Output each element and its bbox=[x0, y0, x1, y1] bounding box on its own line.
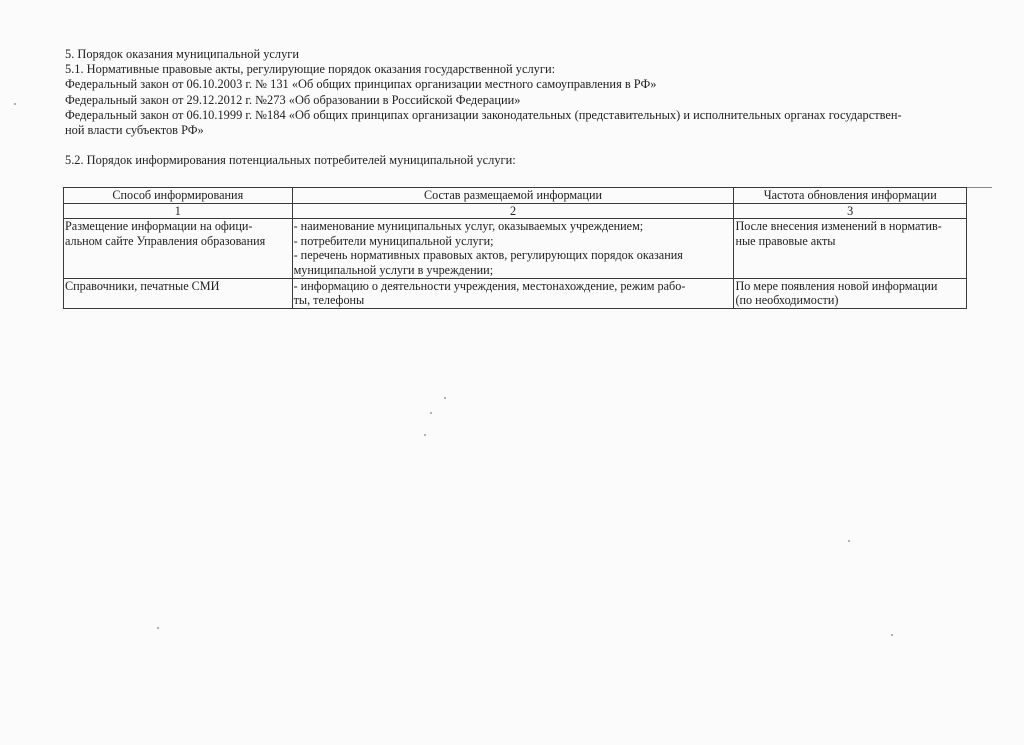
table-number-row bbox=[64, 203, 967, 219]
table-top-rule-extension bbox=[967, 187, 992, 188]
scan-speck bbox=[444, 397, 446, 399]
subsection-5-1-heading: 5.1. Нормативные правовые акты, регулирующие порядок оказания государственной услуги: bbox=[65, 62, 556, 77]
section-heading: 5. Порядок оказания муниципальной услуги bbox=[65, 47, 300, 61]
header-frequency: Частота обновления информации bbox=[734, 188, 967, 204]
law-item: Федеральный закон от 06.10.1999 г. №184 «Об общих принципах организации законодательных (представительных) и исполнительных органах государствен- bbox=[65, 107, 902, 122]
cell-line: После внесения изменений в норматив- bbox=[735, 219, 942, 234]
table-row bbox=[64, 278, 967, 308]
header-method: Способ информирования bbox=[64, 188, 293, 204]
cell-method bbox=[64, 278, 293, 308]
cell-line: Справочники, печатные СМИ bbox=[65, 278, 220, 293]
cell-line: - наименование муниципальных услуг, оказываемых учреждением; bbox=[293, 219, 644, 234]
cell-line: - перечень нормативных правовых актов, регулирующих порядок оказания bbox=[293, 248, 683, 263]
cell-content bbox=[292, 278, 734, 308]
subsection-5-2-heading: 5.2. Порядок информирования потенциальных потребителей муниципальной услуги: bbox=[65, 153, 516, 168]
header-content: Состав размещаемой информации bbox=[292, 188, 734, 204]
cell-line: муниципальной услуги в учреждении; bbox=[293, 262, 494, 277]
table-row bbox=[64, 219, 967, 278]
cell-line: (по необходимости) bbox=[735, 293, 839, 308]
column-number: 2 bbox=[292, 203, 734, 219]
scan-speck bbox=[430, 412, 432, 414]
cell-line: Размещение информации на офици- bbox=[65, 219, 253, 234]
cell-line: - потребители муниципальной услуги; bbox=[293, 233, 494, 248]
column-number: 1 bbox=[64, 203, 293, 219]
cell-line: ты, телефоны bbox=[293, 293, 365, 308]
cell-line: ные правовые акты bbox=[735, 233, 836, 248]
scan-speck bbox=[891, 634, 893, 636]
cell-line: - информацию о деятельности учреждения, местонахождение, режим рабо- bbox=[293, 278, 686, 293]
law-item: Федеральный закон от 06.10.2003 г. № 131 «Об общих принципах организации местного самоуправления в РФ» bbox=[65, 77, 657, 92]
cell-line: По мере появления новой информации bbox=[735, 278, 938, 293]
cell-frequency bbox=[734, 219, 967, 278]
section-text bbox=[65, 47, 990, 168]
law-item-continuation: ной власти субъектов РФ» bbox=[65, 123, 204, 138]
cell-frequency bbox=[734, 278, 967, 308]
scan-speck bbox=[424, 434, 426, 436]
table-header-row bbox=[64, 188, 967, 204]
cell-line: альном сайте Управления образования bbox=[65, 233, 266, 248]
scan-speck bbox=[157, 627, 159, 629]
scan-speck bbox=[14, 103, 16, 105]
law-item: Федеральный закон от 29.12.2012 г. №273 «Об образовании в Российской Федерации» bbox=[65, 92, 521, 107]
cell-content bbox=[292, 219, 734, 278]
cell-method bbox=[64, 219, 293, 278]
information-table bbox=[63, 187, 967, 309]
column-number: 3 bbox=[734, 203, 967, 219]
scan-speck bbox=[848, 540, 850, 542]
